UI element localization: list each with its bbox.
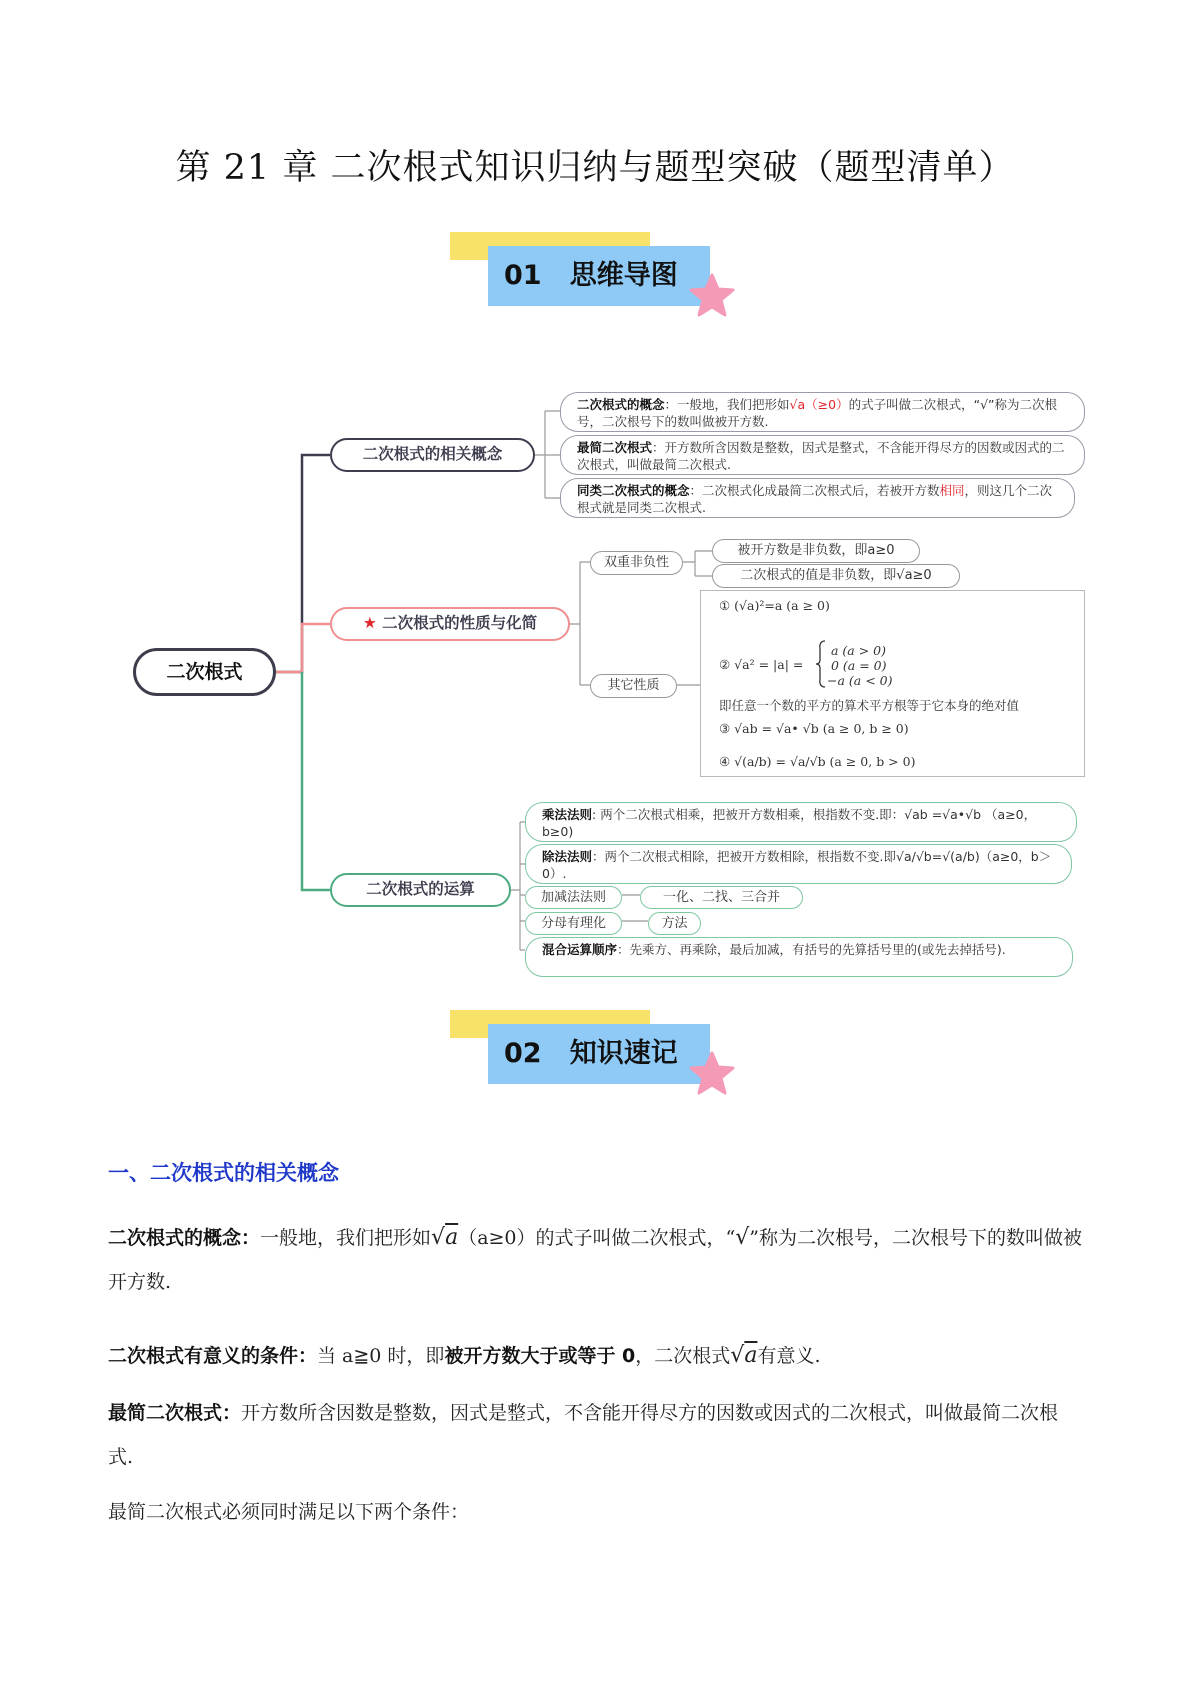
card-simplest-root — [560, 435, 1085, 475]
card-term: 同类二次根式的概念 — [577, 483, 690, 498]
formula-4: ④ √(a/b) = √a/√b (a ≥ 0, b > 0) — [719, 754, 916, 769]
mindmap-node-nonnegativity: 双重非负性 — [590, 551, 683, 575]
text: 开方数所含因数是整数，因式是整式，不含能开得尽方的因数或因式的二次根式，叫做最简二次根式. — [108, 1402, 1059, 1468]
text: 当 a≧0 时，即 — [317, 1345, 445, 1367]
section-banner-knowledge — [450, 1010, 740, 1105]
card-term: 混合运算顺序 — [542, 942, 618, 957]
star-icon: ★ — [362, 614, 377, 632]
banner-number: 02 — [504, 1038, 542, 1069]
section-heading: 一、二次根式的相关概念 — [108, 1161, 339, 1185]
card-text: ：一般地，我们把形如 — [664, 397, 790, 412]
properties-formula-box — [700, 590, 1085, 777]
formula-2-case: a (a > 0) — [831, 643, 887, 658]
mindmap-node-add-sub: 加减法法则 — [525, 886, 622, 909]
paragraph-simplest — [108, 1391, 1083, 1479]
text: 一般地，我们把形如 — [260, 1227, 432, 1249]
card-term: 除法法则 — [542, 849, 593, 864]
text: ”称为二次根号，二次根号下的数叫做被开方数. — [108, 1227, 1082, 1293]
term: 最简二次根式： — [108, 1402, 242, 1424]
radicand: a — [744, 1343, 758, 1368]
paragraph-definition — [108, 1216, 1083, 1304]
sqrt-symbol: √a — [431, 1225, 459, 1250]
star-icon — [688, 1050, 736, 1098]
paragraph-condition — [108, 1334, 1083, 1378]
card-multiplication-rule — [525, 802, 1077, 842]
card-concept-definition — [560, 392, 1085, 432]
card-text: ：先乘方、再乘除，最后加减，有括号的先算括号里的(或先去掉括号). — [617, 942, 1006, 957]
card-term: 二次根式的概念 — [577, 397, 665, 412]
card-text: ，则这几个二次根式就是同类二次根式. — [577, 483, 1053, 515]
mindmap-branch-concepts: 二次根式的相关概念 — [330, 438, 535, 472]
emphasis: 被开方数大于或等于 0 — [444, 1345, 636, 1367]
radicand: a — [445, 1225, 459, 1250]
term: 二次根式的概念： — [108, 1227, 261, 1249]
formula-2-case: 0 (a = 0) — [831, 658, 887, 673]
formula-2: ② √a² = |a| = — [719, 657, 804, 672]
banner-label — [488, 246, 710, 306]
mindmap-root: 二次根式 — [133, 648, 276, 696]
banner-number: 01 — [504, 260, 542, 291]
mindmap-leaf: 方法 — [648, 912, 701, 935]
card-term: 最简二次根式 — [577, 440, 653, 455]
card-highlight: 相同 — [939, 483, 965, 498]
banner-label — [488, 1024, 710, 1084]
card-text: 的式子叫做二次根式，“√”称为二次根号，二次根号下的数叫做被开方数. — [577, 397, 1058, 429]
card-highlight: √a（≥0） — [789, 397, 849, 412]
page-title: 第 21 章 二次根式知识归纳与题型突破（题型清单） — [175, 148, 1015, 188]
mindmap-leaf: 被开方数是非负数，即a≥0 — [712, 539, 920, 563]
paragraph-conditions-intro: 最简二次根式必须同时满足以下两个条件： — [108, 1501, 470, 1523]
card-text: ：开方数所含因数是整数，因式是整式，不含能开得尽方的因数或因式的二次根式，叫做最简二次根式. — [577, 440, 1065, 472]
term: 二次根式有意义的条件： — [108, 1345, 318, 1367]
mindmap-node-rationalize: 分母有理化 — [525, 912, 622, 935]
card-text: ：二次根式化成最简二次根式后，若被开方数 — [689, 483, 940, 498]
section-banner-mindmap — [450, 232, 740, 327]
text: 有意义. — [757, 1345, 821, 1367]
banner-text: 思维导图 — [569, 260, 678, 291]
card-text: : 两个二次根式相乘，把被开方数相乘，根指数不变.即：√ab =√a•√b （a≥0，b≥0) — [542, 807, 1037, 839]
card-mixed-order — [525, 937, 1073, 977]
star-icon — [688, 272, 736, 320]
mindmap-leaf: 二次根式的值是非负数，即√a≥0 — [712, 564, 960, 588]
card-text: ：两个二次根式相除，把被开方数相除，根指数不变.即√a/√b=√(a/b)（a≥0，b＞0）. — [542, 849, 1052, 881]
card-division-rule — [525, 844, 1072, 884]
mindmap-branch-properties — [330, 607, 570, 641]
sqrt-symbol: √a — [730, 1343, 758, 1368]
formula-2-note: 即任意一个数的平方的算术平方根等于它本身的绝对值 — [719, 698, 1020, 713]
formula-2-case: −a (a < 0) — [827, 673, 893, 688]
formula-3: ③ √ab = √a• √b (a ≥ 0, b ≥ 0) — [719, 721, 909, 736]
card-like-roots — [560, 478, 1075, 518]
card-term: 乘法法则 — [542, 807, 593, 822]
formula-1: ① (√a)²=a (a ≥ 0) — [719, 598, 830, 613]
mindmap-node-other-properties: 其它性质 — [590, 674, 677, 698]
text: ，二次根式 — [635, 1345, 731, 1367]
mindmap-branch-operations: 二次根式的运算 — [330, 873, 511, 907]
branch-label: 二次根式的性质与化简 — [382, 614, 538, 632]
banner-text: 知识速记 — [569, 1038, 678, 1069]
root-sign: √ — [735, 1225, 750, 1250]
mindmap-leaf: 一化、二找、三合并 — [640, 886, 803, 909]
text: （a≥0）的式子叫做二次根式，“ — [458, 1227, 736, 1249]
brace-icon — [815, 639, 827, 689]
